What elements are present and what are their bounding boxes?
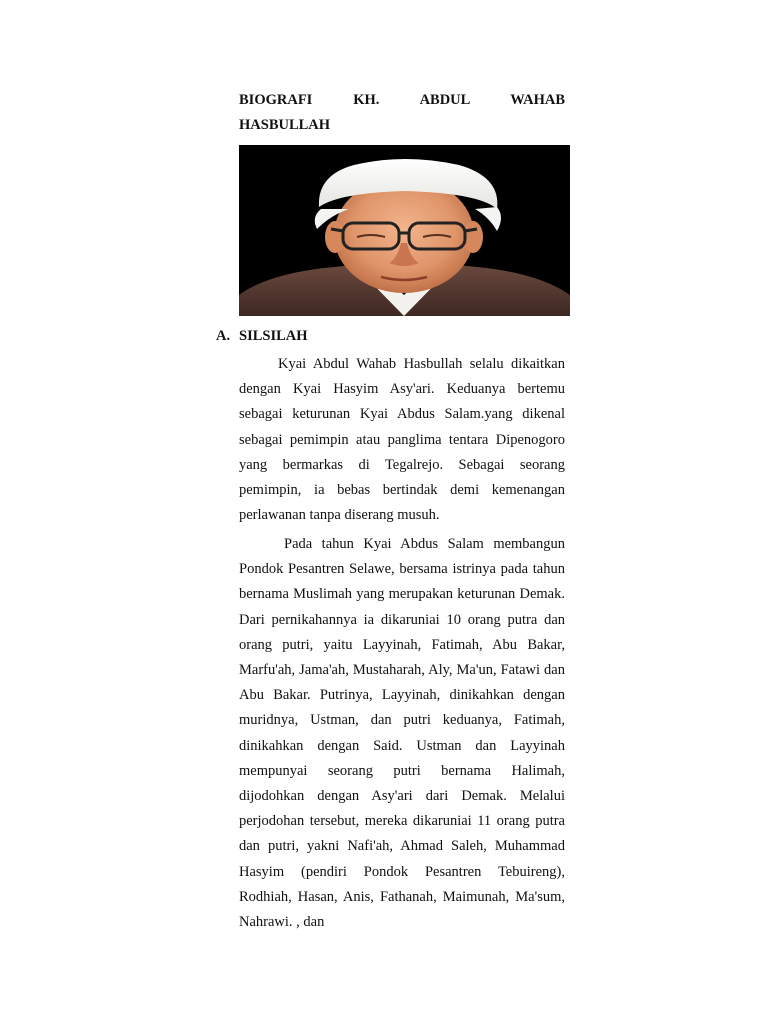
section-title: SILSILAH [239, 328, 308, 344]
title-line-2: HASBULLAH [239, 117, 331, 133]
portrait-illustration [239, 145, 570, 316]
document-title [239, 88, 565, 138]
title-line-1: BIOGRAFI KH. ABDUL WAHAB [239, 92, 565, 108]
section-letter: A. [216, 328, 231, 344]
portrait-photo [239, 145, 570, 316]
paragraph-2: Pada tahun Kyai Abdus Salam membangun Pondok Pesantren Selawe, bersama istrinya pada tahun bernama Muslimah yang merupakan keturunan Demak. Dari pernikahannya ia dikaruniai 10 orang putra dan orang putri, yaitu Layyinah, Fatimah, Abu Bakar, Marfu'ah, Jama'ah, Mustaharah, Aly, Ma'un, Fatawi dan Abu Bakar. Putrinya, Layyinah, dinikahkan dengan muridnya, Ustman, dan putri keduanya, Fatimah, dinikahkan dengan Said. Ustman dan Layyinah mempunyai seorang putri bernama Halimah, dijodohkan dengan Asy'ari dari Demak. Melalui perjodohan tersebut, mereka dikaruniai 11 orang putra dan putri, yakni Nafi'ah, Ahmad Saleh, Muhammad Hasyim (pendiri Pondok Pesantren Tebuireng), Rodhiah, Hasan, Anis, Fathanah, Maimunah, Ma'sum, Nahrawi. , dan [239, 536, 565, 931]
section-heading [216, 324, 308, 349]
paragraph-1: Kyai Abdul Wahab Hasbullah selalu dikaitkan dengan Kyai Hasyim Asy'ari. Keduanya bertemu sebagai keturunan Kyai Abdus Salam.yang dikenal sebagai pemimpin atau panglima tentara Dipenogoro yang bermarkas di Tegalrejo. Sebagai seorang pemimpin, ia bebas bertindak demi kemenangan perlawanan tanpa diserang musuh. [239, 356, 565, 524]
